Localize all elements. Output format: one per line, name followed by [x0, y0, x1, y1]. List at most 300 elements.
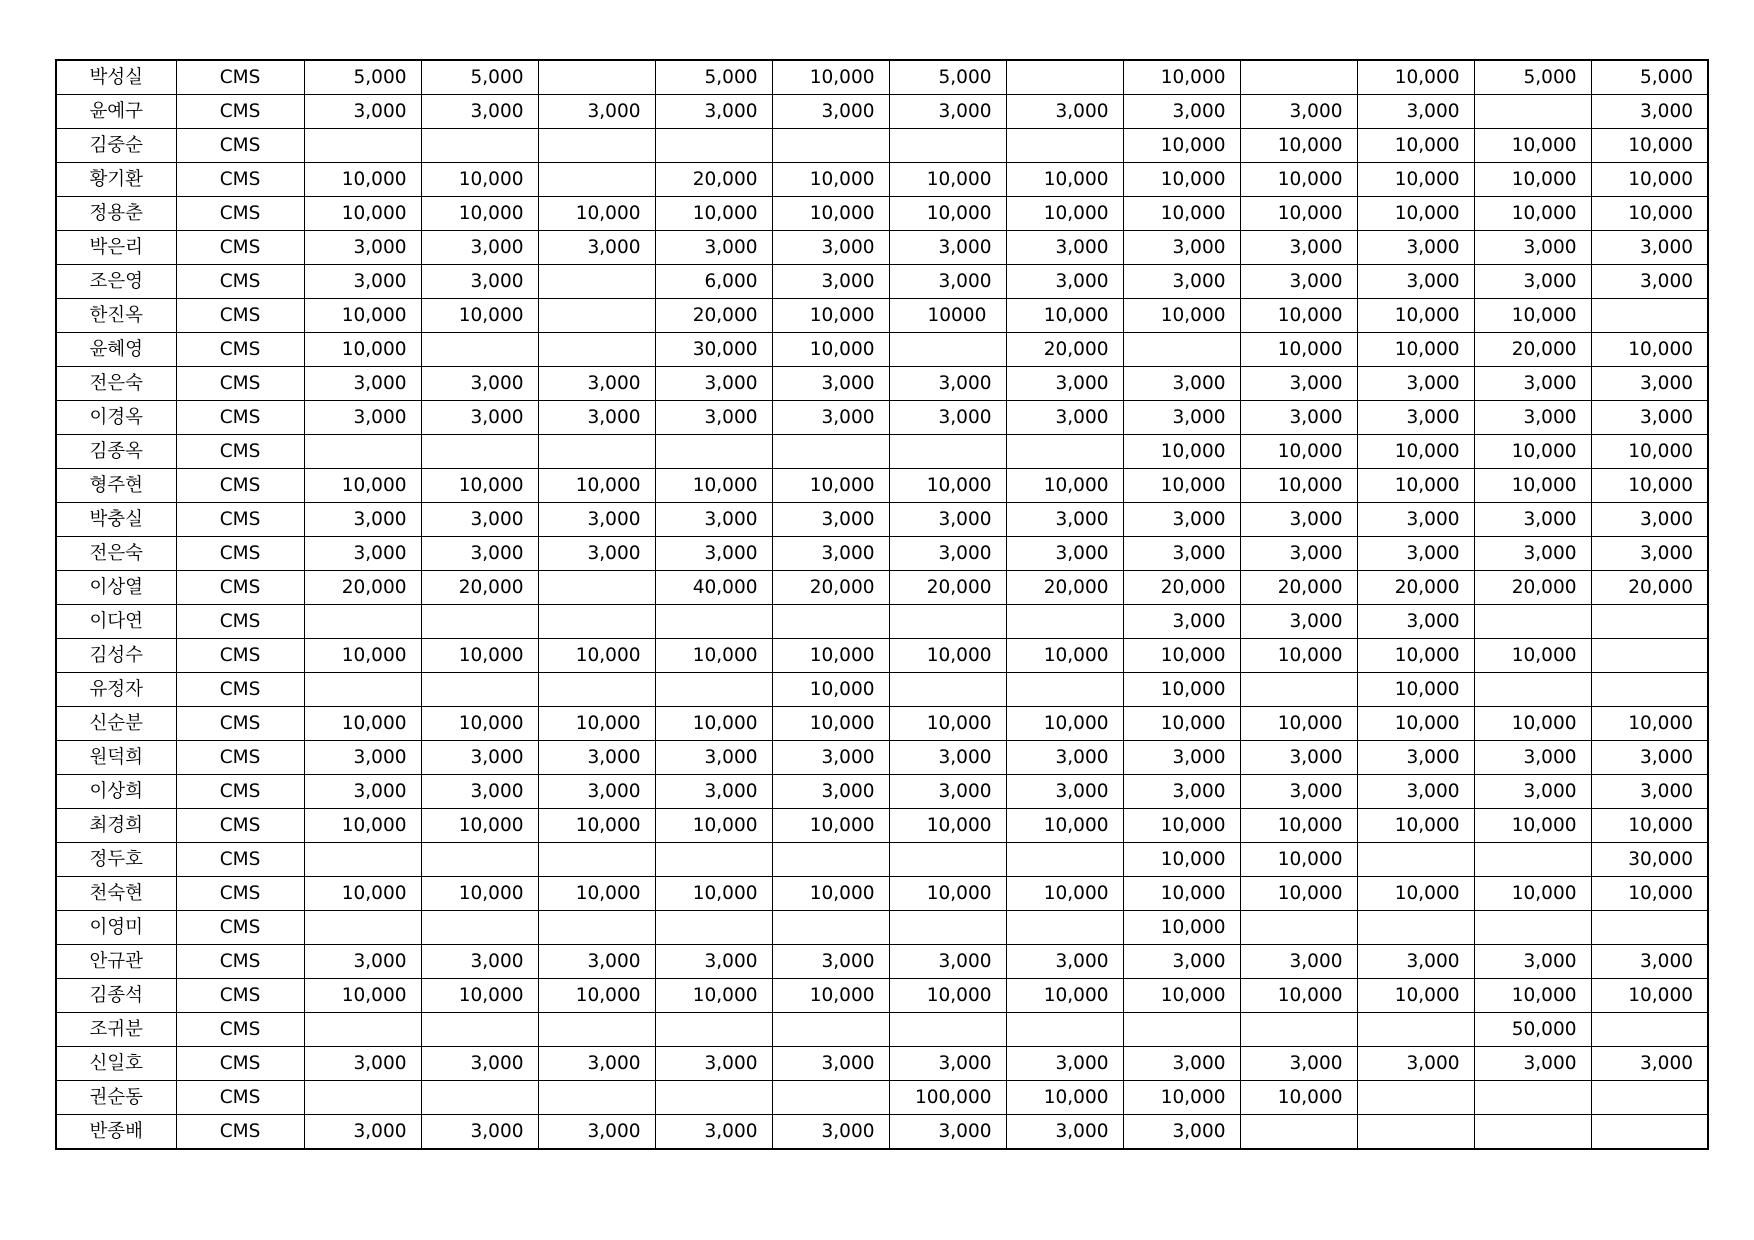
payment-method-cell: CMS [176, 673, 304, 707]
table-row [56, 707, 1708, 741]
amount-cell: 3,000 [538, 503, 655, 537]
member-name-cell: 최경희 [56, 809, 176, 843]
member-name-cell: 김성수 [56, 639, 176, 673]
amount-cell: 3,000 [889, 231, 1006, 265]
amount-cell: 3,000 [1474, 945, 1591, 979]
table-row [56, 605, 1708, 639]
amount-cell: 3,000 [1357, 95, 1474, 129]
amount-cell: 3,000 [421, 1115, 538, 1150]
amount-cell: 10,000 [1474, 197, 1591, 231]
amount-cell: 3,000 [889, 265, 1006, 299]
amount-cell: 10,000 [1474, 639, 1591, 673]
amount-cell [1240, 1115, 1357, 1150]
table-row [56, 1013, 1708, 1047]
payment-method-cell: CMS [176, 163, 304, 197]
amount-cell: 5,000 [889, 60, 1006, 95]
amount-cell: 3,000 [1474, 503, 1591, 537]
member-name-cell: 권순동 [56, 1081, 176, 1115]
amount-cell: 3,000 [655, 1115, 772, 1150]
member-name-cell: 이영미 [56, 911, 176, 945]
amount-cell: 10,000 [1357, 877, 1474, 911]
amount-cell: 10,000 [1357, 299, 1474, 333]
amount-cell [421, 911, 538, 945]
amount-cell: 3,000 [889, 1115, 1006, 1150]
payment-method-cell: CMS [176, 1115, 304, 1150]
payment-method-cell: CMS [176, 775, 304, 809]
amount-cell: 10,000 [1357, 435, 1474, 469]
amount-cell: 3,000 [304, 231, 421, 265]
amount-cell: 10,000 [1123, 1081, 1240, 1115]
payment-method-cell: CMS [176, 367, 304, 401]
amount-cell: 10,000 [1123, 639, 1240, 673]
amount-cell [772, 605, 889, 639]
amount-cell: 10,000 [772, 163, 889, 197]
amount-cell [538, 1081, 655, 1115]
payment-method-cell: CMS [176, 809, 304, 843]
amount-cell: 3,000 [1474, 537, 1591, 571]
amount-cell: 3,000 [1357, 265, 1474, 299]
amount-cell: 10,000 [1240, 809, 1357, 843]
member-name-cell: 이경옥 [56, 401, 176, 435]
amount-cell [772, 911, 889, 945]
amount-cell: 3,000 [304, 503, 421, 537]
amount-cell: 3,000 [772, 537, 889, 571]
table-row [56, 537, 1708, 571]
amount-cell [421, 1013, 538, 1047]
amount-cell: 3,000 [538, 367, 655, 401]
amount-cell: 3,000 [1357, 741, 1474, 775]
amount-cell: 3,000 [772, 401, 889, 435]
amount-cell: 10,000 [1474, 129, 1591, 163]
payment-method-cell: CMS [176, 231, 304, 265]
amount-cell: 5,000 [304, 60, 421, 95]
amount-cell: 3,000 [1006, 1047, 1123, 1081]
amount-cell: 20,000 [655, 299, 772, 333]
amount-cell: 10,000 [421, 877, 538, 911]
payment-method-cell: CMS [176, 945, 304, 979]
member-name-cell: 전은숙 [56, 537, 176, 571]
amount-cell: 3,000 [421, 265, 538, 299]
amount-cell: 3,000 [1240, 945, 1357, 979]
amount-cell: 3,000 [538, 95, 655, 129]
amount-cell: 10,000 [1591, 197, 1708, 231]
amount-cell: 10,000 [1123, 843, 1240, 877]
amount-cell: 10,000 [1357, 809, 1474, 843]
amount-cell [655, 843, 772, 877]
amount-cell: 10,000 [538, 877, 655, 911]
amount-cell [1006, 1013, 1123, 1047]
amount-cell: 10,000 [1474, 469, 1591, 503]
amount-cell: 10,000 [1240, 707, 1357, 741]
amount-cell: 3,000 [772, 265, 889, 299]
amount-cell: 10,000 [1357, 469, 1474, 503]
member-name-cell: 안규관 [56, 945, 176, 979]
amount-cell [772, 1013, 889, 1047]
amount-cell: 10,000 [1591, 877, 1708, 911]
amount-cell: 10,000 [421, 639, 538, 673]
amount-cell: 20,000 [1474, 333, 1591, 367]
table-row [56, 1115, 1708, 1150]
payment-method-cell: CMS [176, 707, 304, 741]
amount-cell: 10,000 [421, 197, 538, 231]
amount-cell [1357, 843, 1474, 877]
amount-cell [1591, 673, 1708, 707]
amount-cell [655, 1013, 772, 1047]
amount-cell: 10,000 [304, 333, 421, 367]
amount-cell: 10,000 [772, 979, 889, 1013]
member-name-cell: 신일호 [56, 1047, 176, 1081]
amount-cell: 3,000 [1006, 537, 1123, 571]
amount-cell: 3,000 [1591, 503, 1708, 537]
amount-cell [1240, 911, 1357, 945]
amount-cell: 3,000 [772, 775, 889, 809]
amount-cell: 10,000 [538, 639, 655, 673]
amount-cell: 3,000 [1006, 231, 1123, 265]
amount-cell [538, 129, 655, 163]
amount-cell [304, 673, 421, 707]
amount-cell: 10,000 [772, 333, 889, 367]
amount-cell: 3,000 [1006, 95, 1123, 129]
amount-cell: 10,000 [538, 469, 655, 503]
amount-cell: 3,000 [1240, 503, 1357, 537]
table-row [56, 911, 1708, 945]
amount-cell [304, 1013, 421, 1047]
amount-cell: 3,000 [772, 503, 889, 537]
amount-cell: 3,000 [655, 503, 772, 537]
amount-cell: 10,000 [1474, 299, 1591, 333]
table-row [56, 367, 1708, 401]
amount-cell: 10,000 [1006, 197, 1123, 231]
amount-cell [421, 435, 538, 469]
amount-cell: 3,000 [1240, 605, 1357, 639]
amount-cell: 10,000 [1240, 1081, 1357, 1115]
amount-cell: 10,000 [889, 979, 1006, 1013]
amount-cell: 3,000 [1591, 741, 1708, 775]
amount-cell: 10,000 [655, 197, 772, 231]
amount-cell: 3,000 [1006, 265, 1123, 299]
amount-cell: 3,000 [421, 537, 538, 571]
amount-cell: 10,000 [1591, 333, 1708, 367]
table-row [56, 435, 1708, 469]
amount-cell: 10,000 [655, 639, 772, 673]
amount-cell: 3,000 [1474, 401, 1591, 435]
amount-cell: 3,000 [1357, 503, 1474, 537]
member-name-cell: 원덕희 [56, 741, 176, 775]
amount-cell: 10,000 [1240, 163, 1357, 197]
amount-cell: 3,000 [1357, 537, 1474, 571]
payment-method-cell: CMS [176, 95, 304, 129]
member-name-cell: 유정자 [56, 673, 176, 707]
amount-cell [1006, 60, 1123, 95]
amount-cell: 3,000 [772, 1115, 889, 1150]
table-row [56, 1047, 1708, 1081]
payment-method-cell: CMS [176, 1047, 304, 1081]
amount-cell: 3,000 [538, 945, 655, 979]
member-name-cell: 조귀분 [56, 1013, 176, 1047]
amount-cell: 10,000 [1123, 911, 1240, 945]
table-row [56, 333, 1708, 367]
amount-cell: 3,000 [421, 503, 538, 537]
amount-cell [1123, 333, 1240, 367]
amount-cell [538, 571, 655, 605]
amount-cell: 3,000 [1006, 401, 1123, 435]
amount-cell: 3,000 [772, 741, 889, 775]
amount-cell [655, 435, 772, 469]
amount-cell: 10,000 [304, 639, 421, 673]
amount-cell: 3,000 [304, 537, 421, 571]
amount-cell: 20,000 [1240, 571, 1357, 605]
amount-cell [1591, 639, 1708, 673]
amount-cell: 10,000 [1357, 129, 1474, 163]
amount-cell: 10,000 [1240, 129, 1357, 163]
amount-cell [1006, 911, 1123, 945]
amount-cell: 10,000 [1591, 469, 1708, 503]
amount-cell: 10,000 [538, 979, 655, 1013]
amount-cell: 10,000 [1240, 299, 1357, 333]
amount-cell: 10,000 [304, 163, 421, 197]
amount-cell [889, 673, 1006, 707]
amount-cell: 10,000 [1123, 469, 1240, 503]
amount-cell: 3,000 [655, 231, 772, 265]
amount-cell: 10,000 [655, 877, 772, 911]
amount-cell: 10,000 [772, 673, 889, 707]
amount-cell: 10,000 [1240, 843, 1357, 877]
amount-cell: 30,000 [655, 333, 772, 367]
amount-cell: 3,000 [1474, 231, 1591, 265]
payment-method-cell: CMS [176, 197, 304, 231]
amount-cell: 10,000 [1123, 435, 1240, 469]
amount-cell [538, 605, 655, 639]
table-row [56, 775, 1708, 809]
amount-cell [1591, 299, 1708, 333]
amount-cell: 10,000 [538, 707, 655, 741]
amount-cell: 40,000 [655, 571, 772, 605]
amount-cell: 10,000 [1006, 163, 1123, 197]
amount-cell: 3,000 [1240, 231, 1357, 265]
amount-cell: 3,000 [1240, 537, 1357, 571]
amount-cell: 10,000 [889, 809, 1006, 843]
amount-cell: 3,000 [889, 741, 1006, 775]
amount-cell [1123, 1013, 1240, 1047]
amount-cell [421, 605, 538, 639]
amount-cell: 3,000 [538, 775, 655, 809]
amount-cell: 10,000 [1123, 299, 1240, 333]
amount-cell: 3,000 [421, 1047, 538, 1081]
member-name-cell: 전은숙 [56, 367, 176, 401]
amount-cell: 20,000 [655, 163, 772, 197]
amount-cell: 10,000 [772, 809, 889, 843]
amount-cell [655, 1081, 772, 1115]
member-name-cell: 윤혜영 [56, 333, 176, 367]
amount-cell [1591, 1013, 1708, 1047]
member-name-cell: 황기환 [56, 163, 176, 197]
amount-cell [1240, 673, 1357, 707]
payment-method-cell: CMS [176, 639, 304, 673]
amount-cell: 10,000 [1240, 639, 1357, 673]
amount-cell: 3,000 [772, 95, 889, 129]
amount-cell: 3,000 [655, 367, 772, 401]
amount-cell: 10,000 [304, 707, 421, 741]
amount-cell: 3,000 [1357, 775, 1474, 809]
amount-cell: 10,000 [304, 877, 421, 911]
amount-cell: 10,000 [1357, 163, 1474, 197]
amount-cell: 3,000 [538, 401, 655, 435]
amount-cell: 3,000 [772, 367, 889, 401]
amount-cell: 20,000 [304, 571, 421, 605]
amount-cell: 10,000 [421, 469, 538, 503]
amount-cell: 3,000 [1591, 537, 1708, 571]
amount-cell [1474, 95, 1591, 129]
amount-cell: 3,000 [889, 945, 1006, 979]
amount-cell: 30,000 [1591, 843, 1708, 877]
amount-cell: 50,000 [1474, 1013, 1591, 1047]
amount-cell: 10,000 [772, 469, 889, 503]
amount-cell: 10,000 [1123, 197, 1240, 231]
table-row [56, 979, 1708, 1013]
amount-cell: 3,000 [1357, 367, 1474, 401]
table-row [56, 673, 1708, 707]
amount-cell [1591, 1081, 1708, 1115]
table-row [56, 129, 1708, 163]
amount-cell: 3,000 [1474, 1047, 1591, 1081]
amount-cell: 10,000 [421, 809, 538, 843]
amount-cell: 10,000 [421, 299, 538, 333]
amount-cell: 3,000 [304, 401, 421, 435]
amount-cell: 10,000 [1357, 979, 1474, 1013]
amount-cell: 10,000 [889, 707, 1006, 741]
amount-cell: 10,000 [1123, 60, 1240, 95]
amount-cell: 3,000 [655, 401, 772, 435]
amount-cell [772, 435, 889, 469]
amount-cell: 3,000 [304, 95, 421, 129]
member-name-cell: 한진옥 [56, 299, 176, 333]
amount-cell: 10,000 [1591, 979, 1708, 1013]
amount-cell: 3,000 [655, 1047, 772, 1081]
payment-method-cell: CMS [176, 843, 304, 877]
amount-cell: 3,000 [889, 1047, 1006, 1081]
amount-cell: 10,000 [1006, 299, 1123, 333]
amount-cell: 10,000 [889, 639, 1006, 673]
amount-cell: 3,000 [538, 1115, 655, 1150]
amount-cell [889, 843, 1006, 877]
member-name-cell: 이상희 [56, 775, 176, 809]
payment-method-cell: CMS [176, 401, 304, 435]
amount-cell [421, 1081, 538, 1115]
amount-cell: 3,000 [1123, 265, 1240, 299]
amount-cell: 10,000 [772, 197, 889, 231]
amount-cell: 10,000 [1240, 979, 1357, 1013]
amount-cell: 3,000 [655, 741, 772, 775]
amount-cell [538, 60, 655, 95]
payment-method-cell: CMS [176, 333, 304, 367]
amount-cell: 3,000 [421, 401, 538, 435]
amount-cell: 10000 [889, 299, 1006, 333]
table-row [56, 265, 1708, 299]
amount-cell: 3,000 [889, 503, 1006, 537]
member-name-cell: 박은리 [56, 231, 176, 265]
amount-cell: 3,000 [1123, 1115, 1240, 1150]
amount-cell [1474, 1115, 1591, 1150]
amount-cell [1006, 605, 1123, 639]
amount-cell: 3,000 [772, 1047, 889, 1081]
member-name-cell: 천숙현 [56, 877, 176, 911]
amount-cell: 3,000 [538, 741, 655, 775]
table-row [56, 60, 1708, 95]
amount-cell: 10,000 [1474, 435, 1591, 469]
amount-cell: 10,000 [655, 809, 772, 843]
amount-cell [1591, 605, 1708, 639]
amount-cell [655, 129, 772, 163]
amount-cell: 10,000 [1240, 197, 1357, 231]
amount-cell: 100,000 [889, 1081, 1006, 1115]
member-name-cell: 김종석 [56, 979, 176, 1013]
amount-cell: 3,000 [1123, 1047, 1240, 1081]
amount-cell: 10,000 [1006, 707, 1123, 741]
member-name-cell: 김종옥 [56, 435, 176, 469]
amount-cell: 20,000 [772, 571, 889, 605]
amount-cell: 10,000 [421, 163, 538, 197]
amount-cell [1006, 129, 1123, 163]
amount-cell: 3,000 [538, 537, 655, 571]
table-row [56, 163, 1708, 197]
amount-cell: 3,000 [1591, 775, 1708, 809]
amount-cell [538, 673, 655, 707]
payment-method-cell: CMS [176, 1081, 304, 1115]
amount-cell [538, 843, 655, 877]
amount-cell [538, 299, 655, 333]
table-row [56, 95, 1708, 129]
amount-cell: 3,000 [1006, 741, 1123, 775]
amount-cell: 3,000 [889, 401, 1006, 435]
amount-cell [1240, 1013, 1357, 1047]
amount-cell: 5,000 [421, 60, 538, 95]
payment-method-cell: CMS [176, 435, 304, 469]
amount-cell: 3,000 [889, 367, 1006, 401]
amount-cell: 3,000 [1240, 741, 1357, 775]
amount-cell: 10,000 [1591, 163, 1708, 197]
table-row [56, 877, 1708, 911]
amount-cell: 3,000 [1591, 945, 1708, 979]
amount-cell [538, 333, 655, 367]
amount-cell [421, 129, 538, 163]
amount-cell: 3,000 [421, 775, 538, 809]
amount-cell: 10,000 [1123, 129, 1240, 163]
amount-cell: 10,000 [1591, 809, 1708, 843]
amount-cell: 3,000 [889, 775, 1006, 809]
amount-cell: 10,000 [772, 877, 889, 911]
amount-cell: 3,000 [655, 945, 772, 979]
amount-cell: 10,000 [421, 707, 538, 741]
amount-cell: 20,000 [1357, 571, 1474, 605]
payment-method-cell: CMS [176, 741, 304, 775]
amount-cell: 10,000 [1123, 979, 1240, 1013]
amount-cell: 20,000 [889, 571, 1006, 605]
amount-cell: 10,000 [304, 299, 421, 333]
amount-cell: 20,000 [1591, 571, 1708, 605]
amount-cell: 3,000 [1123, 741, 1240, 775]
amount-cell: 10,000 [1357, 639, 1474, 673]
amount-cell: 3,000 [655, 95, 772, 129]
table-row [56, 299, 1708, 333]
table-row [56, 401, 1708, 435]
amount-cell: 3,000 [304, 741, 421, 775]
amount-cell: 3,000 [772, 231, 889, 265]
amount-cell [889, 435, 1006, 469]
amount-cell [655, 605, 772, 639]
amount-cell: 10,000 [1006, 469, 1123, 503]
amount-cell: 5,000 [1474, 60, 1591, 95]
amount-cell: 10,000 [1123, 707, 1240, 741]
